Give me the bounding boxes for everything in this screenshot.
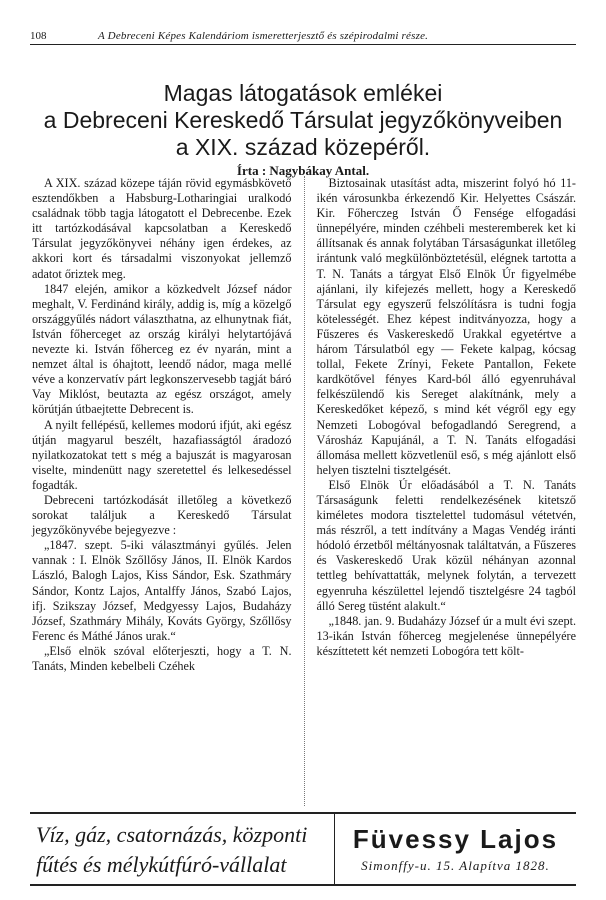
advertisement-line-2: fűtés és mélykútfúró-vállalat <box>36 852 287 877</box>
advertisement-company-block <box>335 814 576 884</box>
advertisement-box <box>30 812 576 886</box>
article-title-line-1: Magas látogatások emlékei <box>163 80 443 106</box>
running-title: A Debreceni Képes Kalendáriom ismeretterjesztő és szépirodalmi része. <box>98 30 429 42</box>
paragraph: „Első elnök szóval előterjeszti, hogy a T. N. Tanáts, Minden kebelbeli Czéhek <box>32 643 292 673</box>
article-title-line-2: a Debreceni Kereskedő Társulat jegyzőkönyveiben <box>43 107 563 133</box>
advertisement-address: Simonffy-u. 15. Alapítva 1828. <box>361 858 550 873</box>
paragraph: 1847 elején, amikor a közkedvelt József nádor meghalt, V. Ferdinánd király, addig is, míg a közelgő országgyűlés nádort választhatna, az elhunytnak fiát, István főherceget az ország királyi helytartójává nevezte ki. István főherceg ez év nyarán, mint a nemzet által is óhajtott, leendő nádor, maga mellé véve a konzervatív párt legkonszervesebb tagját báró Vay Miklóst, beutazta az egész országot, amely körútján útbaejtette Debrecent is. <box>32 281 292 417</box>
article-title-block <box>30 80 576 179</box>
paragraph: Első Elnök Úr előadásából a T. N. Tanáts Társaságunk feletti rendelkezésének kitetsző kiméletes modora tisztelettel tudomásul vétetvén, más részről, a tett indítvány a Magas Vendég iránti hódoló érzetből méltányosnak találtatván, a Fűszeres és Vaskereskedő Urak közül néhányan azonnal tettleg behívattatták, melynek folytán, a tervezett egyenruha készülettel lejendő tisztelgésre 24 tagból álló Sereg tüstént alakult.“ <box>316 477 576 613</box>
paragraph: Debreceni tartózkodását illetőleg a következő sorokat találjuk a Kereskedő Társulat jegyzőkönyvébe bejegyezve : <box>32 492 292 538</box>
article-body <box>32 176 576 806</box>
article-byline: Írta : Nagybákay Antal. <box>236 163 370 178</box>
page-header <box>30 20 576 45</box>
article-title-line-3: a XIX. század közepéről. <box>175 134 431 160</box>
page-number: 108 <box>30 30 47 42</box>
paragraph: „1847. szept. 5-iki választmányi gyűlés. Jelen vannak : I. Elnök Szőllősy János, II. Elnök Kardos László, Balogh Lajos, Kiss Sándor, Esk. Szathmáry Sándor, Kontz Lajos, Antalffy János, Szabó Lajos, ifj. Szikszay József, Medgyessy Lajos, Budaházy József, Szathmáry Mihály, Kováts György, Szőllősy Ferenc és Máthé János urak.“ <box>32 538 292 643</box>
paragraph: Biztosainak utasítást adta, miszerint folyó hó 11-ikén városunkba érkezendő Kir. Helyettes Császár. Kir. Főherczeg István Ő Fensége elfogadási ünnepélyére, minden czéhbeli mesteremberek ket ki állítsanak és annak folytában Társaságunkat illetőleg irántunk való megkülönböztetésül, elégnek tartotta a T. N. Tanáts a tárgyat Első Elnök Úr figyelmébe ajánlani, ily kifejezés mellett, hogy a Kereskedő Társulat egy egyszerű felszólításra is tudni fogja kötelességét. Ehez képest inditványozza, hogy a Fűszeres és Vaskereskedő Urakkal egyetértve a három Társulatból egy — Fekete kalpag, kócsag tollal, Fekete Zrínyi, Fekete Pantallon, Fekete kardkötővel fényes Kard-ból álló egyenruhával felkészülendő kis Sereget alakítnánk, mely a Kereskedőket képező, s mind két végről egy egy Nemzeti Lobogóval befogadlandó Seregrend, a Városház Kapujánál, a T. N. Tanáts elfogadási állomása mellett közvetlenül eső, s még ajánlott első helyen tisztelni tisztelgését. <box>316 176 576 477</box>
advertisement-line-1: Víz, gáz, csatornázás, központi <box>36 822 308 847</box>
paragraph: A XIX. század közepe táján rövid egymásbkövető esztendőkben a Habsburg-Lotharingiai uralkodó családnak több tagja látogatott el Debrecenbe. Ezek itt tartózkodásával kapcsolatban a Kereskedő Társulat jegyzőkönyvei néhány igen érdekes, az akkori kort és társadalmi viszonyokat jellemző adatot őriztek meg. <box>32 176 292 281</box>
advertisement-company-name: Füvessy Lajos <box>352 824 559 854</box>
advertisement-services <box>30 814 335 884</box>
right-column <box>305 176 577 806</box>
paragraph: „1848. jan. 9. Budaházy József úr a mult évi szept. 13-ikán István főherceg megjelenése ünnepélyére készíttetett két nemzeti Lobogóra tett költ- <box>316 613 576 658</box>
left-column <box>32 176 305 806</box>
paragraph: A nyilt fellépésű, kellemes modorú ifjút, aki egész útján magyarul beszélt, hazafiasságtól áradozó nyilatkozatokat tett s még a bajuszát is magyarosan viselte, mindenütt nagy szeretettel és lelkesedéssel fogadták. <box>32 417 292 492</box>
